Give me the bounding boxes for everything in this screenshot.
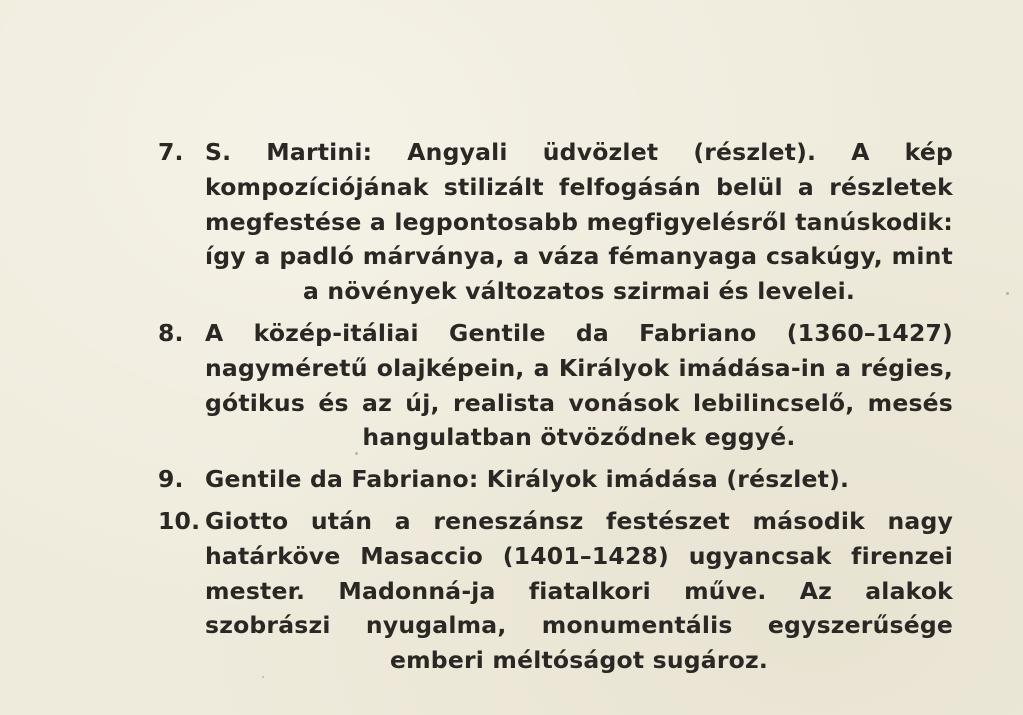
caption-text: Gentile da Fabriano: Királyok imádása (részlet).: [205, 465, 850, 494]
caption-number: 8.: [158, 318, 184, 347]
caption-number: 9.: [158, 465, 184, 494]
caption-number: 10.: [158, 506, 201, 535]
caption-item: [158, 462, 953, 497]
caption-item: [158, 135, 953, 309]
caption-item: [158, 504, 953, 678]
caption-text: Giotto után a reneszánsz festészet második nagy határköve Masaccio (1401–1428) ugyancsak firenzei mester. Madonná-ja fiatalkori műve. Az alakok szobrászi nyugalma, monumentális egyszerűsége emberi méltóságot sugároz.: [205, 506, 953, 675]
caption-item: [158, 316, 953, 455]
caption-number: 7.: [158, 138, 184, 166]
paper-speck: [1006, 292, 1009, 295]
caption-text: A közép-itáliai Gentile da Fabriano (1360–1427) nagyméretű olajképein, a Királyok imádása-in a régies, gótikus és az új, realista vonások lebilincselő, mesés hangulatban ötvöződnek eggyé.: [205, 318, 953, 452]
caption-text: S. Martini: Angyali üdvözlet (részlet). A kép kompozíciójának stilizált felfogásán belül a részletek megfestése a legpontosabb megfigyelésről tanúskodik: így a padló márványa, a váza fémanyaga csakúgy, mint a növények változatos szirmai és levelei.: [205, 138, 953, 306]
caption-list: [158, 135, 953, 678]
